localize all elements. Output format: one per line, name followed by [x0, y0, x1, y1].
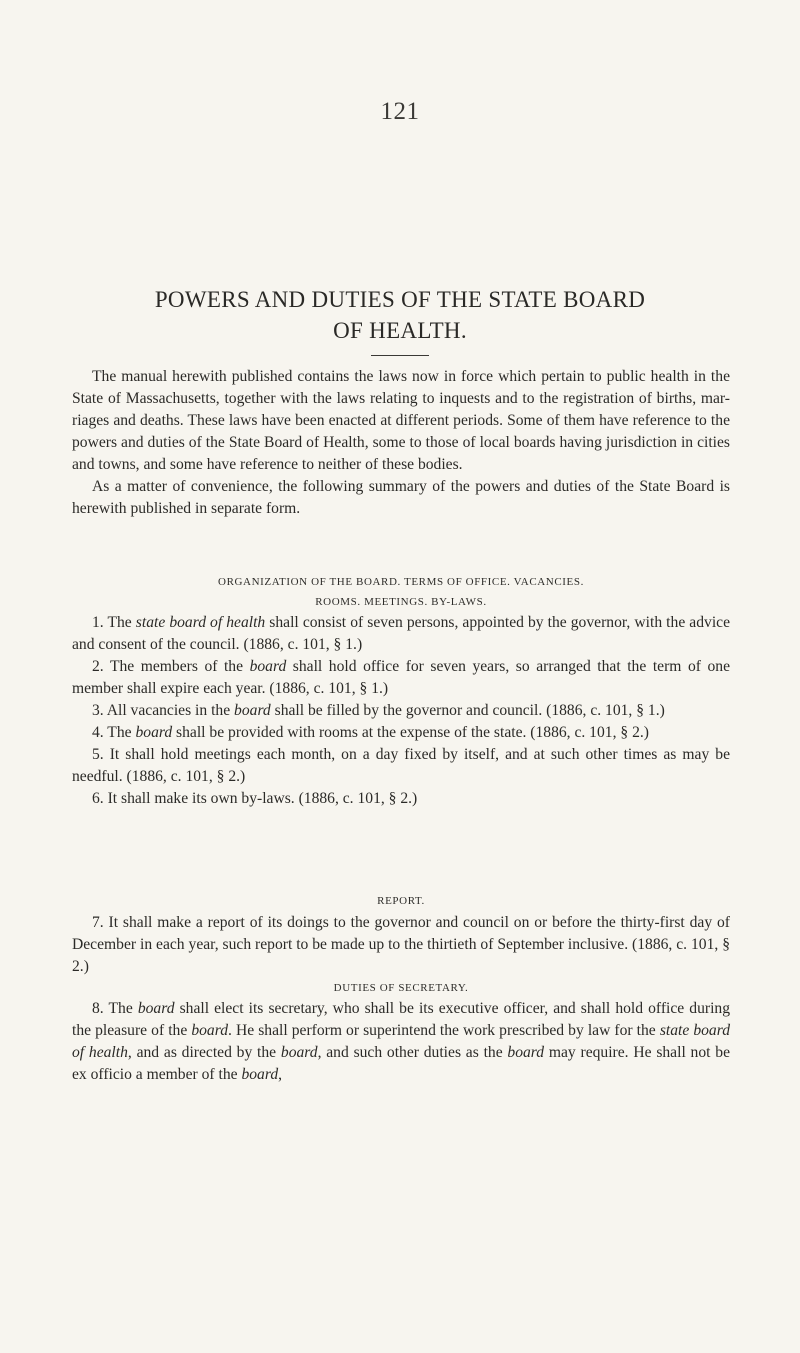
- section-item-8: [72, 998, 730, 1086]
- item-text: , and as directed by the: [127, 1044, 281, 1061]
- item-text: may require. He shall not be ex officio a member of the: [72, 1044, 730, 1083]
- item-italic-text: board: [137, 1000, 175, 1017]
- item-italic-text: board: [241, 1066, 279, 1083]
- item-text: ,: [278, 1066, 283, 1083]
- organization-section: [72, 612, 730, 810]
- organization-heading-line-2: ROOMS. MEETINGS. BY-LAWS.: [315, 596, 487, 608]
- section-item-5: 5. It shall hold meetings each month, on a day fixed by itself, and at such other times as may be needful. (1886, c. 101, § 2.): [72, 746, 730, 785]
- item-italic-text: state board of health: [72, 1022, 731, 1061]
- item-italic-text: board: [191, 1022, 229, 1039]
- secretary-heading: DUTIES OF SECRETARY.: [333, 982, 469, 994]
- item-text: shall consist of seven persons, appointed by the governor, with the advice and consent of the council. (1886, c. 101, § 1.): [72, 614, 730, 653]
- item-italic-text: board: [135, 724, 173, 741]
- item-text: shall hold office for seven years, so arranged that the term of one member shall expire each year. (1886, c. 101, § 1.): [72, 658, 730, 697]
- title-divider: [371, 355, 429, 356]
- item-text: 3. All vacancies in the: [92, 702, 235, 719]
- report-heading: REPORT.: [377, 895, 425, 907]
- section-item-2: [72, 656, 730, 700]
- page-title: [60, 284, 740, 346]
- item-text: 1. The: [92, 614, 136, 631]
- section-item-6: 6. It shall make its own by-laws. (1886, c. 101, § 2.): [92, 790, 418, 807]
- secretary-section: [72, 998, 730, 1086]
- item-italic-text: board: [507, 1044, 545, 1061]
- organization-heading: [72, 572, 730, 612]
- title-line-1: POWERS AND DUTIES OF THE STATE BOARD: [154, 287, 646, 312]
- item-italic-text: board: [234, 702, 271, 719]
- item-text: , and such other duties as the: [317, 1044, 508, 1061]
- section-item-7: 7. It shall make a report of its doings to the governor and council on or before the thirty-first day of December in each year, such report to be made up to the thirtieth of September inclusive. (1886, c. 101, § 2.): [72, 914, 730, 975]
- organization-heading-line-1: ORGANIZATION OF THE BOARD. TERMS OF OFFICE. VACANCIES.: [218, 576, 584, 588]
- item-text: 2. The members of the: [92, 658, 250, 675]
- item-text: . He shall perform or superintend the work prescribed by law for the: [228, 1022, 660, 1039]
- item-italic-text: board: [249, 658, 287, 675]
- item-italic-text: state board of health: [135, 614, 266, 631]
- intro-paragraph-2: As a matter of convenience, the following summary of the powers and duties of the State Board is herewith published in separate form.: [72, 478, 730, 517]
- section-item-1: [72, 612, 730, 656]
- item-text: shall elect its secretary, who shall be its executive officer, and shall hold office during the pleasure of the: [72, 1000, 730, 1039]
- item-text: 4. The: [92, 724, 136, 741]
- item-text: shall be provided with rooms at the expense of the state. (1886, c. 101, § 2.): [172, 724, 649, 741]
- report-section: [72, 912, 730, 978]
- intro-section: [72, 366, 730, 520]
- title-line-2: OF HEALTH.: [333, 318, 467, 343]
- page-number: 121: [380, 98, 420, 125]
- section-item-4: [72, 722, 730, 744]
- section-item-3: [72, 700, 730, 722]
- intro-paragraph-1: The manual herewith published contains the laws now in force which pertain to public health in the State of Massachusetts, together with the laws relating to inquests and to the registration of births, mar-riages and deaths. These laws have been enacted at different periods. Some of them have reference to the powers and duties of the State Board of Health, some to those of local boards having jurisdiction in cities and towns, and some have reference to neither of these bodies.: [72, 368, 730, 473]
- item-italic-text: board: [280, 1044, 318, 1061]
- item-text: shall be filled by the governor and council. (1886, c. 101, § 1.): [270, 702, 665, 719]
- item-text: 8. The: [92, 1000, 138, 1017]
